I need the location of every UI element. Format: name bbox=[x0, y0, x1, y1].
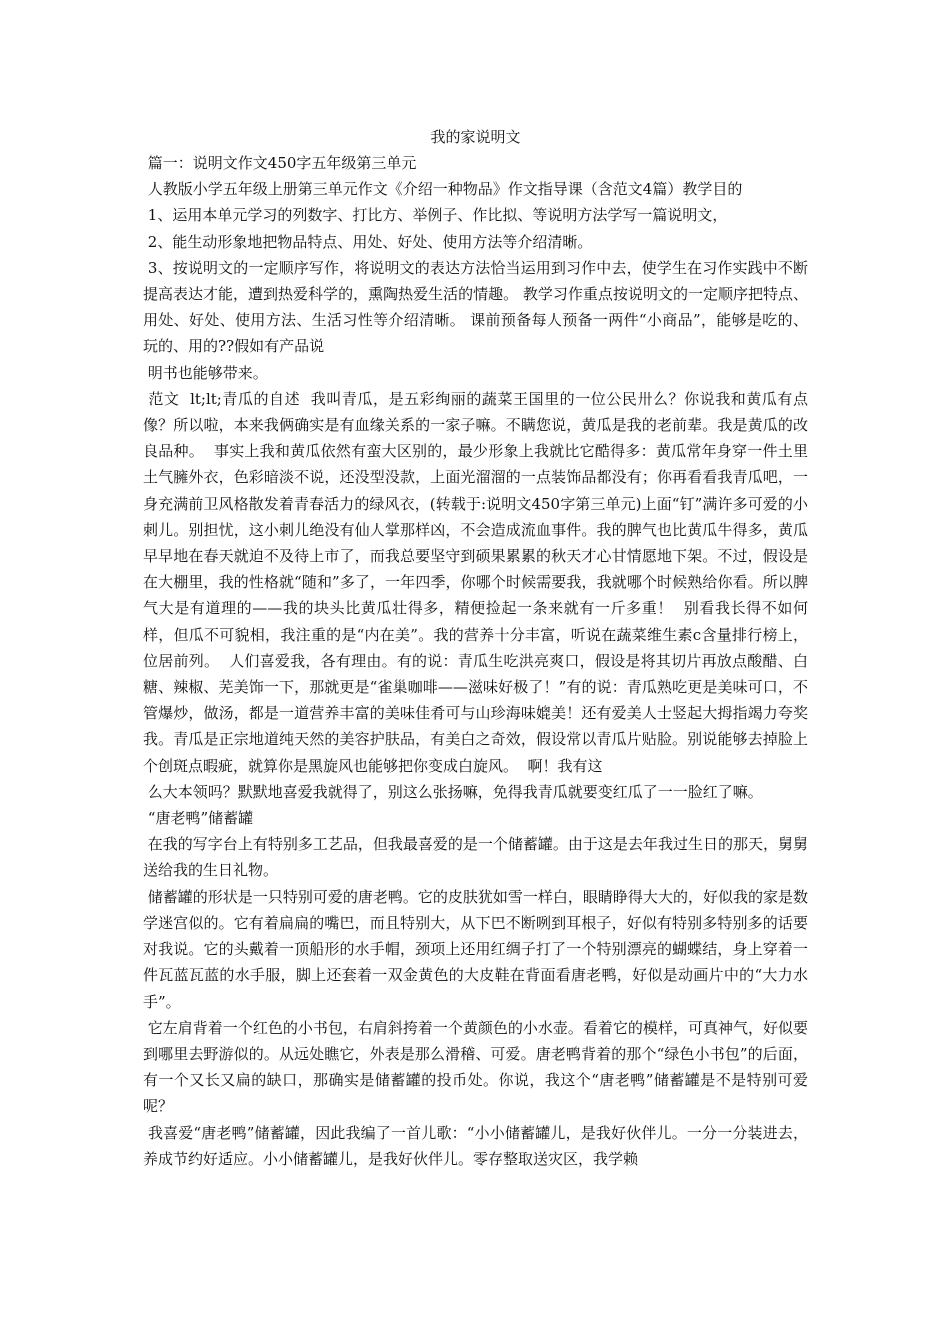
paragraph-continuation-2: 么大本领吗？默默地喜爱我就得了，别这么张扬嘛，免得我青瓜就要变红瓜了一一脸红了嘛。 bbox=[143, 782, 763, 801]
paragraph-piggybank-bag: 它左肩背着一个红色的小书包，右肩斜挎着一个黄颜色的小水壶。看着它的模样，可真神气，好似要到哪里去野游似的。从远处瞧它，外表是那么滑稽、可爱。唐老鸭背着的那个“绿色小书包”的后面，有一个又长又扁的缺口，那确实是储蓄罐的投币处。你说，我这个“唐老鸭”储蓄罐是不是特别可爱呢？ bbox=[143, 1018, 808, 1116]
paragraph-sample-essay-cucumber: 范文 lt;lt;青瓜的自述 我叫青瓜，是五彩绚丽的蔬菜王国里的一位公民卅么？你说我和黄瓜有点像？所以啦，本来我俩确实是有血缘关系的一家子嘛。不瞒您说，黄瓜是我的老前辈。我是黄瓜的改良品种。 事实上我和黄瓜依然有蛮大区别的，最少形象上我就比它酷得多：黄瓜常年身穿一件土里土气臃外衣，色彩暗淡不说，还没型没款，上面光溜溜的一点装饰品都没有；你再看看我青瓜吧，一身充满前卫风格散发着青春活力的绿风衣，(转载于:说明文450字第三单元)上面“钉”满许多可爱的小刺儿。别担忧，这小刺儿绝没有仙人掌那样凶，不会造成流血事件。我的脾气也比黄瓜牛得多，黄瓜早早地在春天就迫不及待上市了，而我总要坚守到硕果累累的秋天才心甘情愿地下架。不过，假设是在大棚里，我的性格就“随和”多了，一年四季，你哪个时候需要我，我就哪个时候熟给你看。所以脾气大是有道理的——我的块头比黄瓜壮得多，精便捡起一条来就有一斤多重！ 别看我长得不如何样，但瓜不可貌相，我注重的是“内在美”。我的营养十分丰富，听说在蔬菜维生素c含量排行榜上，位居前列。 人们喜爱我，各有理由。有的说：青瓜生吃洪亮爽口，假设是将其切片再放点酸醋、白糖、辣椒、芜美饰一下，那就更是“雀巢咖啡——滋味好极了！”有的说：青瓜熟吃更是美味可口，不管爆炒，做汤，都是一道营养丰富的美味佳肴可与山珍海味媲美！还有爱美人士竖起大拇指竭力夸奖我。青瓜是正宗地道纯天然的美容护肤品，有美白之奇效，假设常以青瓜片贴脸。别说能够去掉脸上个创斑点暇疵，就算你是黑旋风也能够把你变成白旋风。 啊！我有这 bbox=[143, 389, 808, 775]
paragraph-piggybank-shape: 储蓄罐的形状是一只特别可爱的唐老鸭。它的皮肤犹如雪一样白，眼睛睁得大大的，好似我的家是数学迷宫似的。它有着扁扁的嘴巴，而且特别大，从下巴不断咧到耳根子，好似有特别多特别多的话要对我说。它的头戴着一顶船形的水手帽，颈项上还用红绸子打了一个特别漂亮的蝴蝶结，身上穿着一件瓦蓝瓦蓝的水手服，脚上还套着一双金黄色的大皮鞋在背面看唐老鸭，好似是动画片中的“大力水手”。 bbox=[143, 887, 808, 1011]
paragraph-piggybank-intro: 在我的写字台上有特别多工艺品，但我最喜爱的是一个储蓄罐。由于这是去年我过生日的那天，舅舅送给我的生日礼物。 bbox=[143, 835, 808, 880]
paragraph-course-intro: 人教版小学五年级上册第三单元作文《介绍一种物品》作文指导课（含范文4篇）教学目的 bbox=[143, 180, 743, 199]
paragraph-essay-title-piggybank: “唐老鸭”储蓄罐 bbox=[143, 809, 254, 828]
paragraph-continuation-1: 明书也能够带来。 bbox=[143, 363, 268, 382]
paragraph-goal-2: 2、能生动形象地把物品特点、用处、好处、使用方法等介绍清晰。 bbox=[143, 232, 593, 251]
paragraph-goal-3: 3、按说明文的一定顺序写作，将说明文的表达方法恰当运用到习作中去，使学生在习作实践中不断提高表达才能，遭到热爱科学的，熏陶热爱生活的情趣。 教学习作重点按说明文的一定顺序把特点、用处、好处、使用方法、生活习性等介绍清晰。 课前预备每人预备一两件“小商品”，能够是吃的、玩的、用的??假如有产品说 bbox=[143, 258, 808, 356]
paragraph-goal-1: 1、运用本单元学习的列数字、打比方、举例子、作比拟、等说明方法学写一篇说明文， bbox=[143, 206, 728, 225]
paragraph-section-heading-1: 篇一：说明文作文450字五年级第三单元 bbox=[143, 154, 417, 172]
paragraph-piggybank-song: 我喜爱“唐老鸭”储蓄罐，因此我编了一首儿歌：“小小储蓄罐儿，是我好伙伴儿。一分一分装进去，养成节约好适应。小小储蓄罐儿，是我好伙伴儿。零存整取送灾区，我学赖 bbox=[143, 1123, 808, 1168]
document-page bbox=[143, 124, 808, 1172]
document-title: 我的家说明文 bbox=[430, 128, 521, 146]
